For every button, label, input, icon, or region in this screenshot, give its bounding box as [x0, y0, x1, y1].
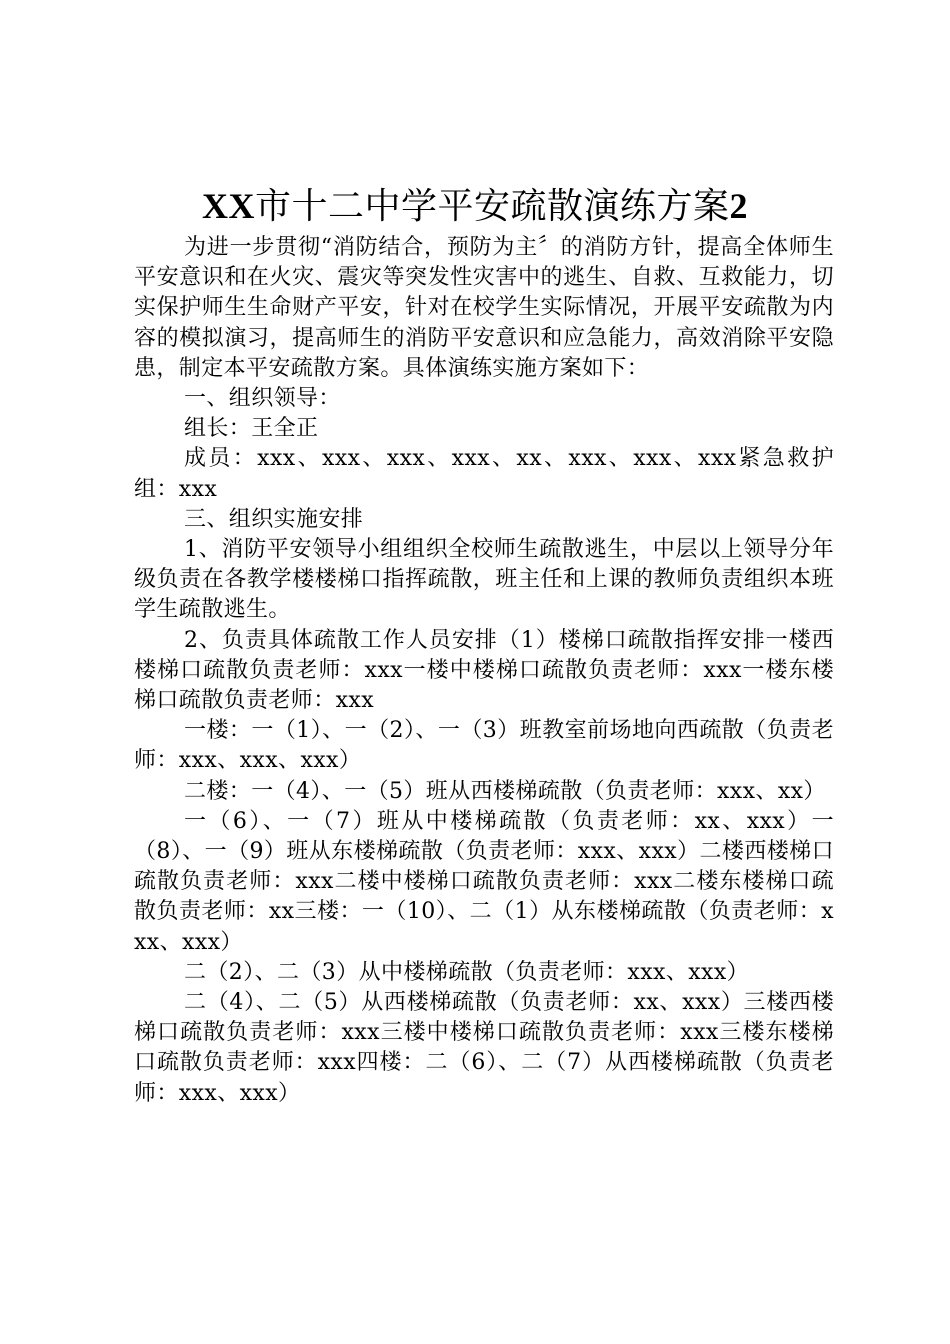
intro-paragraph: 为进一步贯彻“消防结合，预防为主〞的消防方针，提高全体师生平安意识和在火灾、震灾等突发性灾害中的逃生、自救、互救能力，切实保护师生生命财产平安，针对在校学生实际情况，开展平安疏散为内容的模拟演习，提高师生的消防平安意识和应急能力，高效消除平安隐患，制定本平安疏散方案。具体演练实施方案如下：: [134, 235, 834, 381]
arrangement-item-2: 2、负责具体疏散工作人员安排（1）楼梯口疏散指挥安排一楼西楼梯口疏散负责老师：xxx一楼中楼梯口疏散负责老师：xxx一楼东楼梯口疏散负责老师：xxx: [134, 627, 834, 714]
section-heading-arrangement: 三、组织实施安排: [184, 506, 364, 532]
floor-3-4-paragraph: 二（4）、二（5）从西楼梯疏散（负责老师：xx、xxx）三楼西楼梯口疏散负责老师：xxx三楼中楼梯口疏散负责老师：xxx三楼东楼梯口疏散负责老师：xxx四楼：二（6）、二（7）从西楼梯疏散（负责老师：xxx、xxx）: [134, 990, 834, 1106]
document-body: [134, 233, 834, 1109]
section-heading-organization: 一、组织领导：: [184, 386, 341, 412]
title-suffix: 2: [729, 186, 748, 226]
title-prefix: XX: [201, 186, 255, 226]
group-leader-line: 组长：王全正: [184, 416, 319, 442]
floor-2-3-paragraph: 一（6）、一（7）班从中楼梯疏散（负责老师：xx、xxx）一（8）、一（9）班从东楼梯疏散（负责老师：xxx、xxx）二楼西楼梯口疏散负责老师：xxx二楼中楼梯口疏散负责老师：xxx二楼东楼梯口疏散负责老师：xx三楼：一（10）、二（1）从东楼梯疏散（负责老师：xxx、xxx）: [134, 808, 834, 955]
members-paragraph: 成员：xxx、xxx、xxx、xxx、xx、xxx、xxx、xxx紧急救护组：xxx: [134, 446, 834, 502]
arrangement-item-1: 1、消防平安领导小组组织全校师生疏散逃生，中层以上领导分年级负责在各教学楼楼梯口指挥疏散，班主任和上课的教师负责组织本班学生疏散逃生。: [134, 537, 834, 623]
title-text: 市十二中学平安疏散演练方案: [254, 186, 730, 226]
floor-1-paragraph: 一楼：一（1）、一（2）、一（3）班教室前场地向西疏散（负责老师：xxx、xxx、xxx）: [134, 718, 834, 774]
floor-2-paragraph: 二楼：一（4）、一（5）班从西楼梯疏散（负责老师：xxx、xx）: [184, 778, 826, 804]
floor-3-middle-paragraph: 二（2）、二（3）从中楼梯疏散（负责老师：xxx、xxx）: [184, 959, 750, 985]
document-title: [0, 184, 950, 228]
